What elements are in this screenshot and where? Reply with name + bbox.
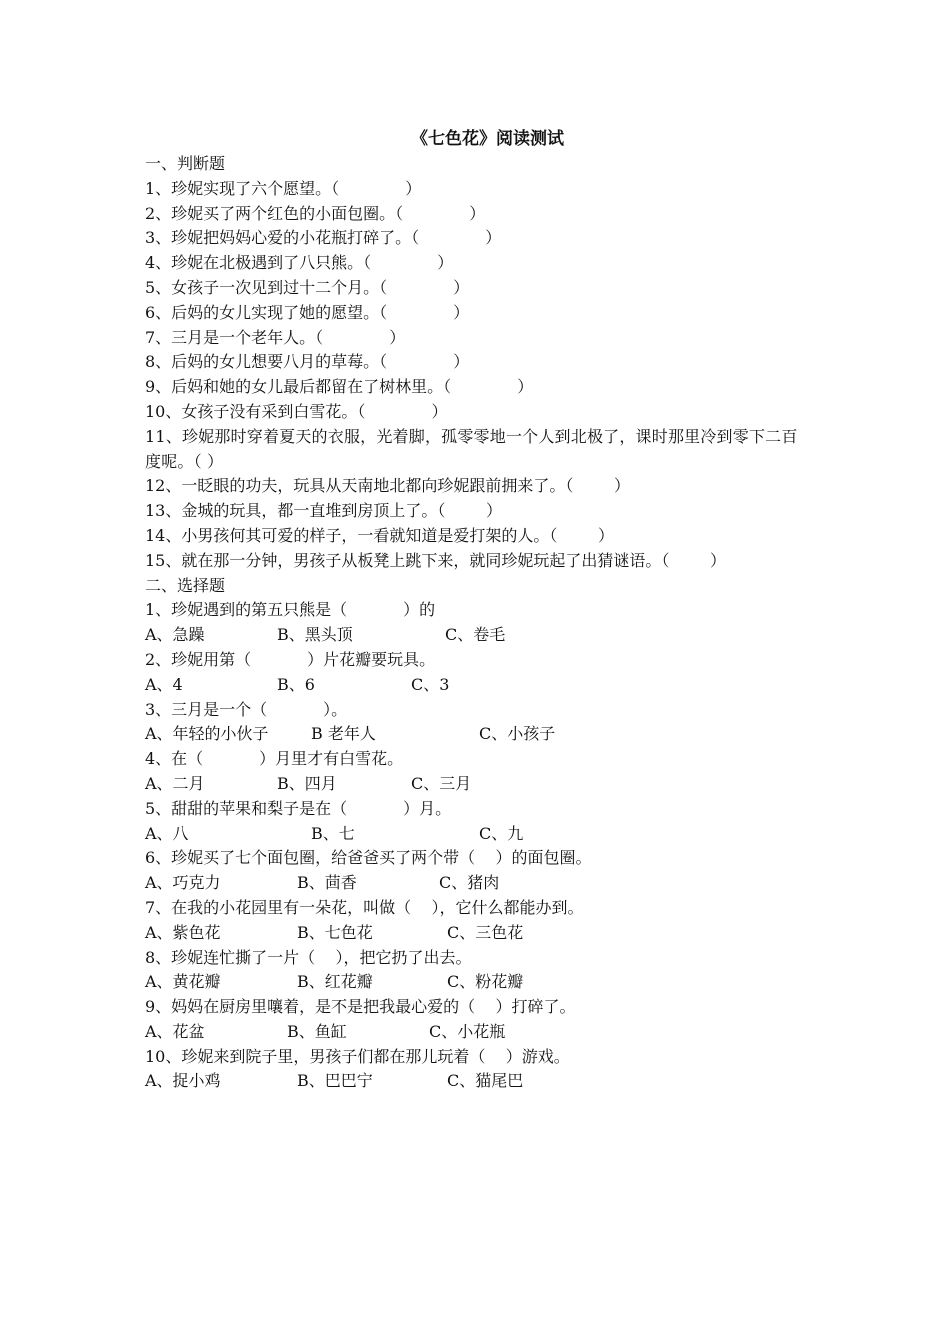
tf-question-8: 8、后妈的女儿想要八月的草莓。（ ） [145, 352, 470, 372]
tf-question-11: 11、珍妮那时穿着夏天的衣服，光着脚，孤零零地一个人到北极了，课时那里冷到零下二百度呢。（ ） [145, 426, 798, 471]
option-a: A、急躁 [145, 625, 205, 645]
option-b: B、红花瓣 [297, 972, 373, 992]
option-a: A、八 [145, 823, 189, 843]
tf-question-9: 9、后妈和她的女儿最后都留在了树林里。（ ） [145, 377, 534, 397]
option-a: A、花盆 [145, 1021, 205, 1041]
option-c: C、三色花 [447, 922, 524, 942]
mc-options-9 [145, 1020, 810, 1045]
option-b: B、鱼缸 [287, 1021, 347, 1041]
tf-question-15: 15、就在那一分钟，男孩子从板凳上跳下来，就同珍妮玩起了出猜谜语。（ ） [145, 550, 727, 570]
mc-options-10 [145, 1069, 810, 1094]
mc-question-1: 1、珍妮遇到的第五只熊是（ ）的 [145, 600, 436, 620]
tf-question-3: 3、珍妮把妈妈心爱的小花瓶打碎了。（ ） [145, 228, 502, 248]
mc-question-5: 5、甜甜的苹果和梨子是在（ ）月。 [145, 798, 452, 818]
mc-question-9: 9、妈妈在厨房里嚷着，是不是把我最心爱的（ ）打碎了。 [145, 997, 576, 1017]
option-b: B、6 [277, 674, 315, 694]
option-b: B、七色花 [297, 922, 373, 942]
option-b: B、黑头顶 [277, 625, 353, 645]
mc-options-1 [145, 623, 810, 648]
option-a: A、年轻的小伙子 [145, 724, 269, 744]
mc-options-7 [145, 921, 810, 946]
tf-question-2: 2、珍妮买了两个红色的小面包圈。（ ） [145, 203, 486, 223]
mc-question-8: 8、珍妮连忙撕了一片（ ），把它扔了出去。 [145, 947, 472, 967]
tf-question-1: 1、珍妮实现了六个愿望。（ ） [145, 178, 422, 198]
tf-question-6: 6、后妈的女儿实现了她的愿望。（ ） [145, 302, 470, 322]
tf-question-10: 10、女孩子没有采到白雪花。（ ） [145, 401, 448, 421]
section-heading-multiple-choice: 二、选择题 [145, 575, 226, 595]
option-c: C、卷毛 [445, 625, 506, 645]
option-c: C、3 [411, 674, 450, 694]
tf-question-5: 5、女孩子一次见到过十二个月。（ ） [145, 277, 470, 297]
option-c: C、猫尾巴 [447, 1071, 524, 1091]
option-a: A、二月 [145, 773, 205, 793]
option-b: B、四月 [277, 773, 337, 793]
option-c: C、小花瓶 [429, 1021, 506, 1041]
mc-question-4: 4、在（ ）月里才有白雪花。 [145, 749, 404, 769]
option-a: A、捉小鸡 [145, 1071, 221, 1091]
mc-question-6: 6、珍妮买了七个面包圈，给爸爸买了两个带（ ）的面包圈。 [145, 848, 592, 868]
page-title: 《七色花》阅读测试 [411, 129, 564, 149]
option-c: C、猪肉 [439, 873, 500, 893]
option-a: A、黄花瓣 [145, 972, 221, 992]
option-c: C、小孩子 [479, 724, 556, 744]
mc-options-4 [145, 772, 810, 797]
mc-question-10: 10、珍妮来到院子里，男孩子们都在那儿玩着（ ）游戏。 [145, 1046, 570, 1066]
tf-question-13: 13、金城的玩具，都一直堆到房顶上了。（ ） [145, 501, 503, 521]
document-page [145, 128, 810, 1094]
option-a: A、紫色花 [145, 922, 221, 942]
option-c: C、粉花瓣 [447, 972, 524, 992]
mc-options-6 [145, 871, 810, 896]
mc-options-5 [145, 822, 810, 847]
option-b: B 老年人 [311, 724, 376, 744]
mc-options-2 [145, 673, 810, 698]
option-c: C、三月 [411, 773, 472, 793]
mc-question-3: 3、三月是一个（ ）。 [145, 699, 348, 719]
tf-question-14: 14、小男孩何其可爱的样子，一看就知道是爱打架的人。（ ） [145, 525, 615, 545]
mc-options-8 [145, 970, 810, 995]
option-b: B、七 [311, 823, 355, 843]
tf-question-12: 12、一眨眼的功夫，玩具从天南地北都向珍妮跟前拥来了。（ ） [145, 476, 631, 496]
mc-options-3 [145, 722, 810, 747]
option-b: B、茴香 [297, 873, 357, 893]
tf-question-4: 4、珍妮在北极遇到了八只熊。（ ） [145, 253, 454, 273]
mc-question-2: 2、珍妮用第（ ）片花瓣要玩具。 [145, 649, 436, 669]
mc-question-7: 7、在我的小花园里有一朵花，叫做（ ），它什么都能办到。 [145, 897, 584, 917]
option-a: A、4 [145, 674, 183, 694]
section-heading-true-false: 一、判断题 [145, 154, 226, 173]
tf-question-7: 7、三月是一个老年人。（ ） [145, 327, 406, 347]
option-c: C、九 [479, 823, 524, 843]
option-b: B、巴巴宁 [297, 1071, 373, 1091]
option-a: A、巧克力 [145, 873, 221, 893]
